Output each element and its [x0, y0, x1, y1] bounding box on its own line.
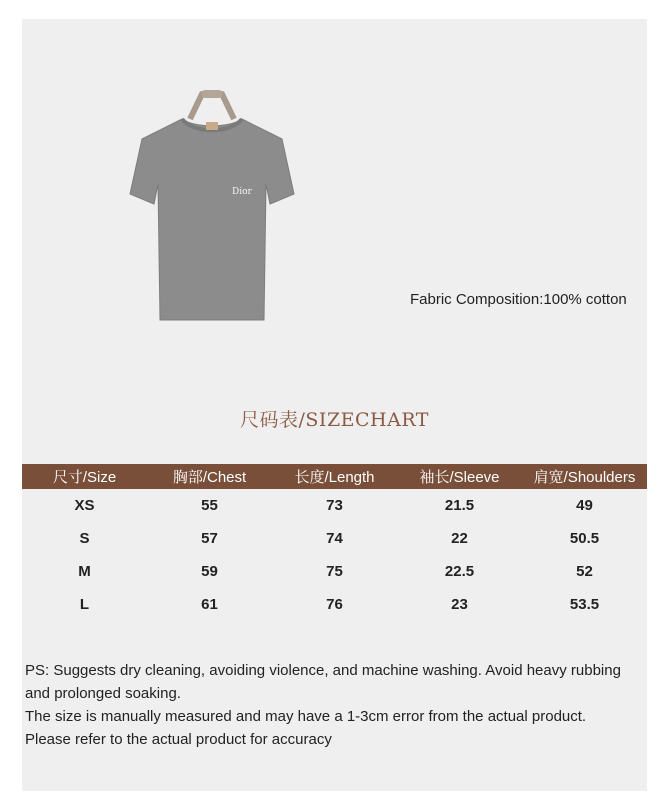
header-length: 长度/Length [294, 469, 375, 486]
cell-shoulders: 49 [576, 497, 593, 514]
header-shoulders: 肩宽/Shoulders [533, 469, 636, 486]
cell-size: XS [74, 497, 95, 514]
cell-length: 73 [326, 497, 343, 514]
cell-sleeve: 22.5 [444, 563, 475, 580]
cell-sleeve: 22 [451, 530, 468, 547]
cell-shoulders: 50.5 [569, 530, 600, 547]
cell-chest: 57 [201, 530, 218, 547]
note-accuracy: Please refer to the actual product for accuracy [25, 731, 332, 748]
cell-length: 76 [326, 596, 343, 613]
note-measurement: The size is manually measured and may have a 1-3cm error from the actual product. [25, 708, 587, 725]
header-chest: 胸部/Chest [172, 469, 247, 486]
header-sleeve: 袖长/Sleeve [419, 469, 500, 486]
table-row [22, 522, 647, 555]
table-row [22, 555, 647, 588]
cell-chest: 59 [201, 563, 218, 580]
cell-size: L [79, 596, 90, 613]
cell-chest: 61 [201, 596, 218, 613]
cell-length: 74 [326, 530, 343, 547]
cell-sleeve: 23 [451, 596, 468, 613]
table-header-row [22, 464, 647, 489]
care-notes [25, 659, 645, 751]
cell-sleeve: 21.5 [444, 497, 475, 514]
tshirt-product-image [122, 84, 302, 324]
table-row [22, 489, 647, 522]
size-table [22, 464, 647, 621]
size-chart-card [22, 19, 647, 791]
cell-size: M [78, 563, 91, 580]
tshirt-shape [130, 119, 294, 320]
fabric-composition: Fabric Composition:100% cotton [410, 291, 627, 308]
chart-title: 尺码表/SIZECHART [240, 409, 429, 431]
cell-size: S [79, 530, 90, 547]
table-row [22, 588, 647, 621]
header-size: 尺寸/Size [52, 469, 117, 486]
cell-shoulders: 53.5 [569, 596, 600, 613]
cell-shoulders: 52 [576, 563, 593, 580]
cell-chest: 55 [201, 497, 218, 514]
note-care: PS: Suggests dry cleaning, avoiding violence, and machine washing. Avoid heavy rubbing and prolonged soaking. [25, 662, 621, 702]
logo-text: Dior [232, 187, 252, 197]
cell-length: 75 [326, 563, 343, 580]
